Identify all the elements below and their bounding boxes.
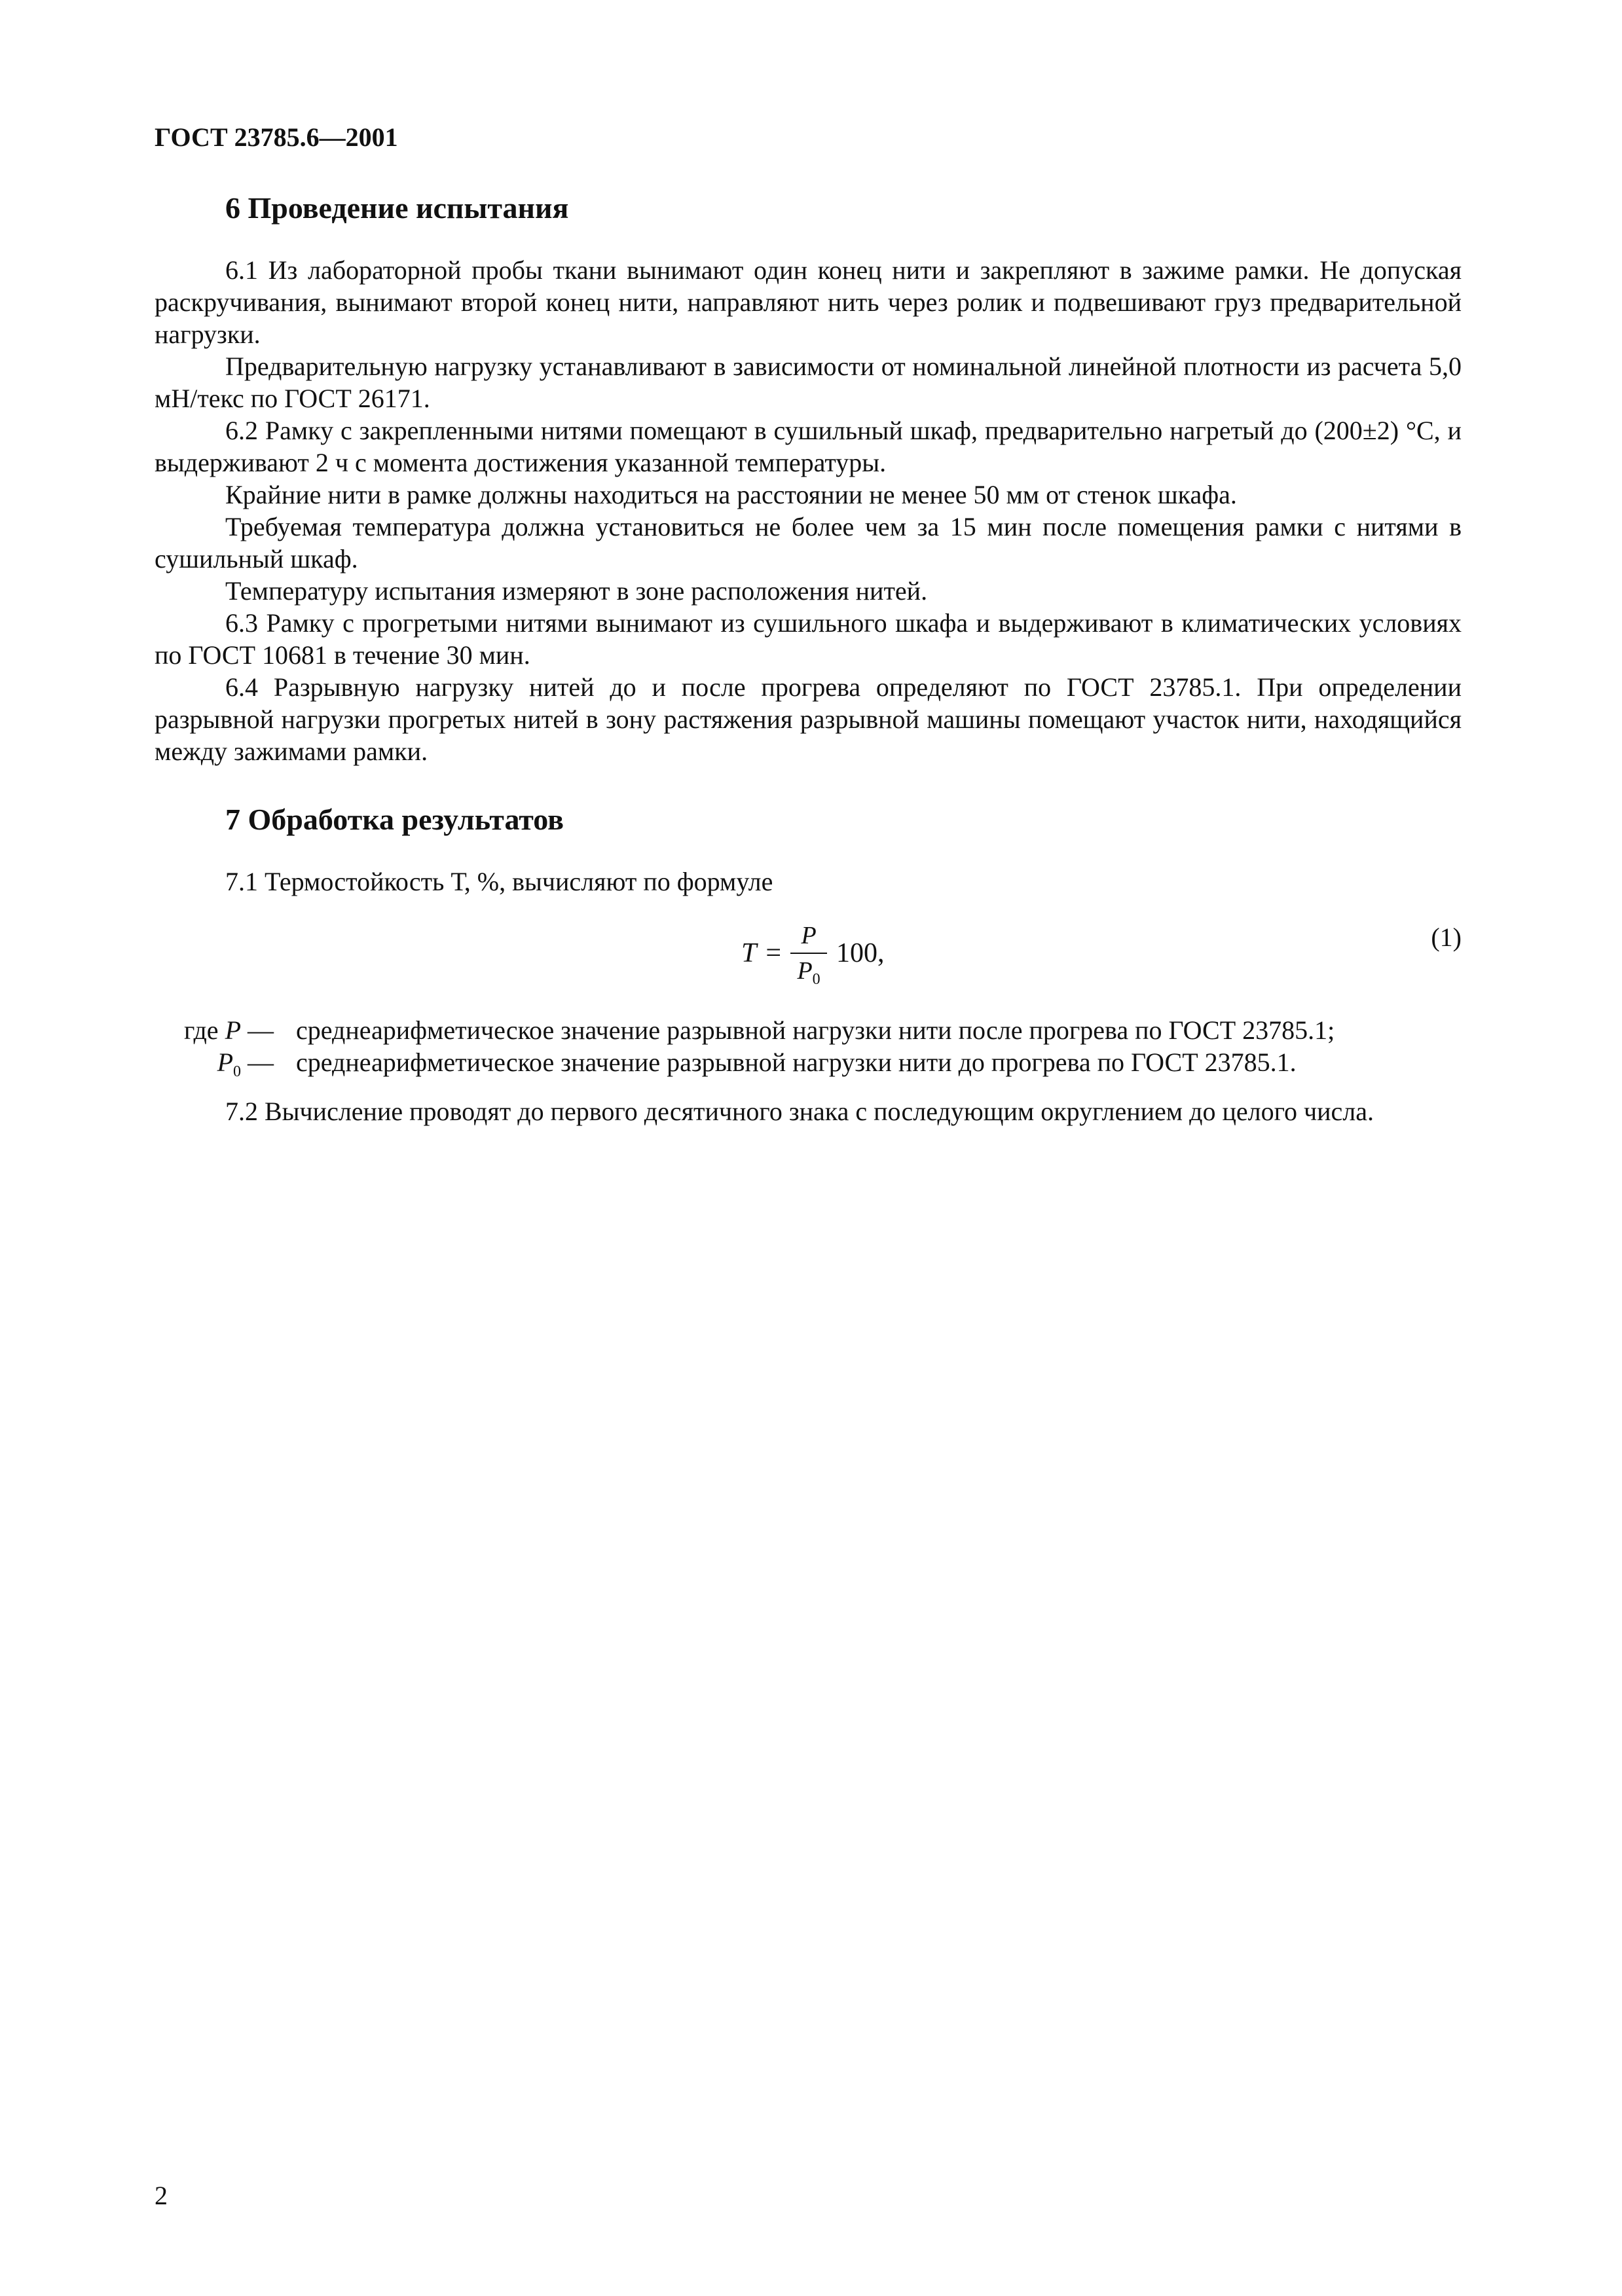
definition-symbol-p0: $P_0$ —	[217, 1048, 274, 1080]
formula-block	[155, 917, 1462, 989]
definition-text-p: среднеарифметическое значение разрывной нагрузки нити после прогрева по ГОСТ 23785.1;	[296, 1015, 1335, 1045]
paragraph-6-1: 6.1 Из лабораторной пробы ткани вынимают один конец нити и закрепляют в зажиме рамки. Не допуская раскручивания, вынимают второй конец нити, направляют нить через ролик и подвешивают груз предварительной нагрузки.	[155, 255, 1462, 349]
variable-definitions	[155, 1014, 1462, 1078]
paragraph-7-2: 7.2 Вычисление проводят до первого десятичного знака с последующим округлением до целого числа.	[225, 1097, 1374, 1126]
definition-symbol-p: где P —	[184, 1015, 274, 1045]
paragraph-6-4: 6.4 Разрывную нагрузку нитей до и после прогрева определяют по ГОСТ 23785.1. При определении разрывной нагрузки прогретых нитей в зону растяжения разрывной машины помещают участок нити, находящийся между зажимами рамки.	[155, 672, 1462, 766]
formula-number: (1)	[1431, 922, 1462, 952]
formula-factor: 100,	[836, 938, 885, 968]
paragraph-6-3: 6.3 Рамку с прогретыми нитями вынимают из сушильного шкафа и выдерживают в климатических условиях по ГОСТ 10681 в течение 30 мин.	[155, 608, 1462, 670]
section-7-heading: 7 Обработка результатов	[225, 803, 564, 836]
page-content	[155, 190, 1462, 1127]
formula-fraction	[790, 921, 827, 988]
paragraph-required-temperature: Требуемая температура должна установиться не более чем за 15 мин после помещения рамки с нитями в сушильный шкаф.	[155, 512, 1462, 574]
standard-designation: ГОСТ 23785.6—2001	[155, 122, 398, 152]
formula	[741, 917, 885, 989]
formula-equals: =	[765, 938, 782, 968]
formula-numerator: P	[801, 922, 817, 949]
paragraph-edge-threads: Крайние нити в рамке должны находиться на расстоянии не менее 50 мм от стенок шкафа.	[225, 480, 1237, 509]
section-6-heading: 6 Проведение испытания	[225, 191, 569, 225]
page-number: 2	[155, 2181, 168, 2210]
paragraph-6-2: 6.2 Рамку с закрепленными нитями помещают в сушильный шкаф, предварительно нагретый до (200±2) °С, и выдерживают 2 ч с момента достижения указанной температуры.	[155, 416, 1462, 477]
paragraph-7-1: 7.1 Термостойкость Т, %, вычисляют по формуле	[225, 867, 773, 896]
formula-denominator: $P_0$	[797, 957, 820, 988]
definition-text-p0: среднеарифметическое значение разрывной нагрузки нити до прогрева по ГОСТ 23785.1.	[296, 1048, 1297, 1077]
paragraph-test-temperature: Температуру испытания измеряют в зоне расположения нитей.	[225, 576, 928, 606]
formula-lhs: T	[741, 938, 757, 968]
paragraph-preload: Предварительную нагрузку устанавливают в зависимости от номинальной линейной плотности из расчета 5,0 мН/текс по ГОСТ 26171.	[155, 352, 1462, 413]
